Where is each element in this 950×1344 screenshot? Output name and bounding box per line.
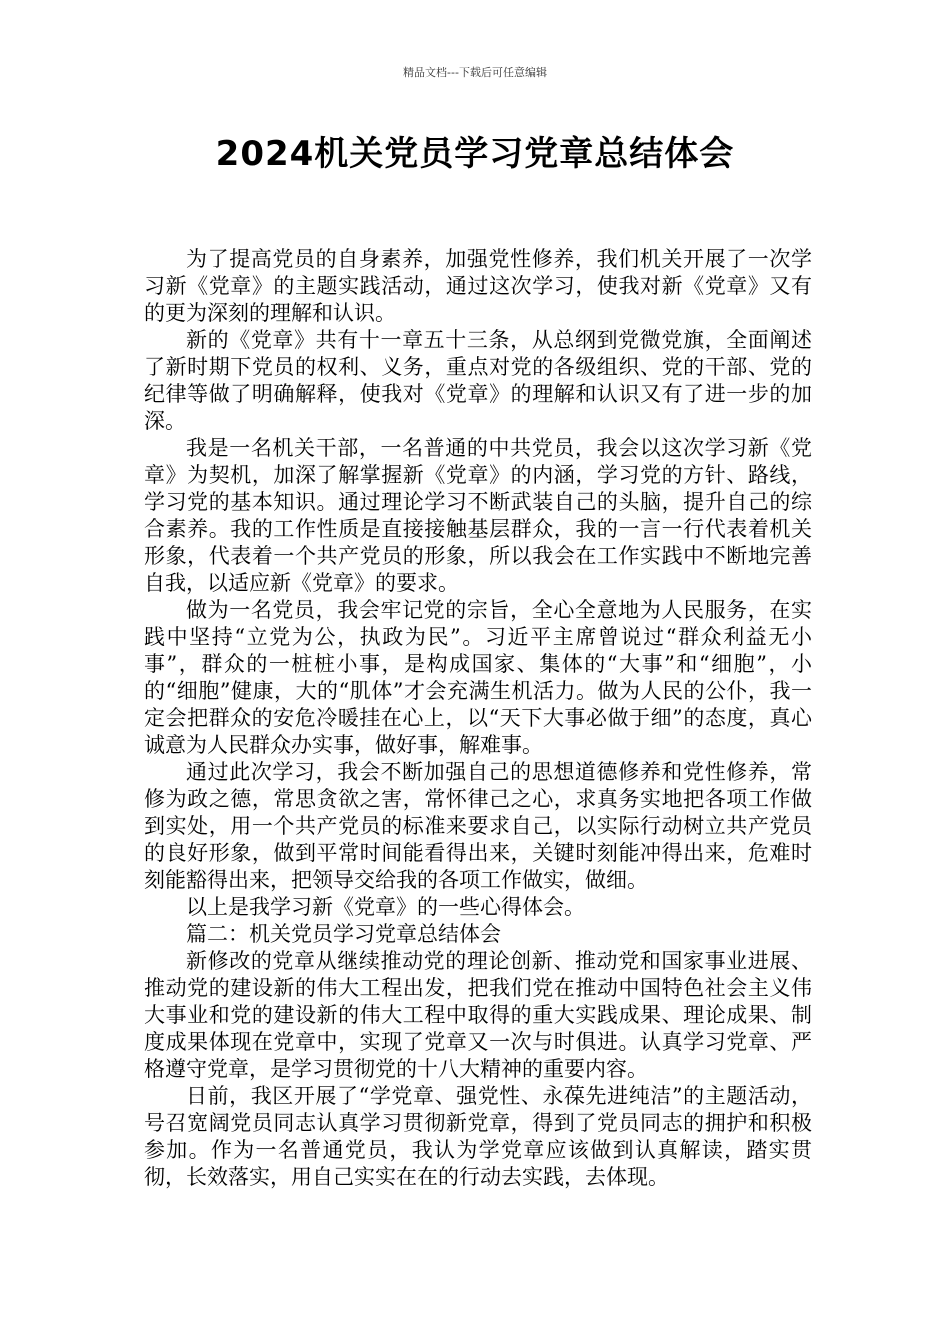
document-body	[144, 246, 812, 1191]
paragraph: 通过此次学习，我会不断加强自己的思想道德修养和党性修养，常修为政之德，常思贪欲之害，常怀律己之心，求真务实地把各项工作做到实处，用一个共产党员的标准来要求自己，以实际行动树立共产党员的良好形象，做到平常时间能看得出来，关键时刻能冲得出来，危难时刻能豁得出来，把领导交给我的各项工作做实，做细。	[144, 760, 812, 892]
paragraph: 以上是我学习新《党章》的一些心得体会。	[186, 895, 585, 919]
paragraph: 做为一名党员，我会牢记党的宗旨，全心全意地为人民服务，在实践中坚持“立党为公，执政为民”。习近平主席曾说过“群众利益无小事”，群众的一桩桩小事，是构成国家、集体的“大事”和“细胞”，小的“细胞”健康，大的“肌体”才会充满生机活力。做为人民的公仆，我一定会把群众的安危冷暖挂在心上，以“天下大事必做于细”的态度，真心诚意为人民群众办实事，做好事，解难事。	[144, 598, 812, 757]
page-title: 2024机关党员学习党章总结体会	[215, 134, 735, 174]
paragraph: 新的《党章》共有十一章五十三条，从总纲到党微党旗，全面阐述了新时期下党员的权利、义务，重点对党的各级组织、党的干部、党的纪律等做了明确解释，使我对《党章》的理解和认识又有了进一步的加深。	[144, 328, 812, 433]
paragraph: 新修改的党章从继续推动党的理论创新、推动党和国家事业进展、推动党的建设新的伟大工程出发，把我们党在推动中国特色社会主义伟大事业和党的建设新的伟大工程中取得的重大实践成果、理论成果、制度成果体现在党章中，实现了党章又一次与时俱进。认真学习党章、严格遵守党章，是学习贯彻党的十八大精神的重要内容。	[144, 949, 812, 1081]
paragraph: 为了提高党员的自身素养，加强党性修养，我们机关开展了一次学习新《党章》的主题实践活动，通过这次学习，使我对新《党章》又有的更为深刻的理解和认识。	[144, 247, 812, 325]
paragraph: 我是一名机关干部，一名普通的中共党员，我会以这次学习新《党章》为契机，加深了解掌握新《党章》的内涵，学习党的方针、路线，学习党的基本知识。通过理论学习不断武装自己的头脑，提升自己的综合素养。我的工作性质是直接接触基层群众，我的一言一行代表着机关形象，代表着一个共产党员的形象，所以我会在工作实践中不断地完善自我，以适应新《党章》的要求。	[144, 436, 812, 595]
paragraph: 日前，我区开展了“学党章、强党性、永葆先进纯洁”的主题活动，号召宽阔党员同志认真学习贯彻新党章，得到了党员同志的拥护和积极参加。作为一名普通党员，我认为学党章应该做到认真解读，踏实贯彻，长效落实，用自己实实在在的行动去实践，去体现。	[144, 1084, 812, 1189]
header-note: 精品文档---下载后可任意编辑	[403, 66, 547, 79]
section-heading: 篇二：机关党员学习党章总结体会	[186, 922, 501, 946]
